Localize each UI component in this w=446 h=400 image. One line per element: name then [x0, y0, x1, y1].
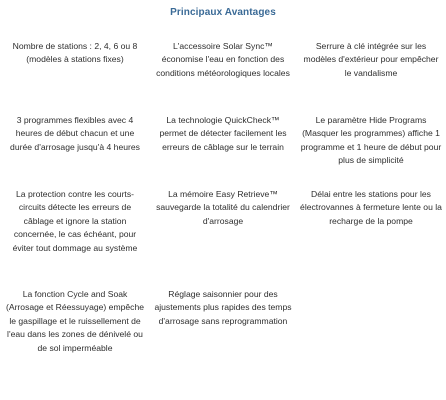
feature-item-cycle-soak — [0, 288, 150, 388]
feature-text: La protection contre les courts-circuits détecte les erreurs de câblage et ignore la station concernée, le cas échéant, pour éviter tout dommage au système — [12, 189, 138, 253]
feature-text: L'accessoire Solar Sync™ économise l'eau en fonction des conditions météorologiques locales — [156, 41, 290, 78]
feature-text: La technologie QuickCheck™ permet de détecter facilement les erreurs de câblage sur le terrain — [159, 115, 287, 152]
features-grid — [0, 40, 446, 388]
feature-item-seasonal-adjust — [150, 288, 296, 388]
feature-item-empty — [296, 288, 446, 388]
feature-item-stations — [0, 40, 150, 114]
feature-text: Serrure à clé intégrée sur les modèles d'extérieur pour empêcher le vandalisme — [303, 41, 439, 78]
feature-text: Le paramètre Hide Programs (Masquer les programmes) affiche 1 programme et 1 heure de début pour plus de simplicité — [300, 115, 442, 166]
feature-text: Délai entre les stations pour les électrovannes à fermeture lente ou la recharge de la pompe — [300, 189, 442, 226]
feature-text: La fonction Cycle and Soak (Arrosage et Réessuyage) empêche le gaspillage et le ruissellement de l'eau dans les zones de dénivelé ou de sol imperméable — [5, 289, 145, 353]
feature-item-short-circuit — [0, 188, 150, 288]
feature-item-easy-retrieve — [150, 188, 296, 288]
feature-text: La mémoire Easy Retrieve™ sauvegarde la totalité du calendrier d'arrosage — [156, 189, 290, 226]
feature-text: Réglage saisonnier pour des ajustements plus rapides des temps d'arrosage sans reprogrammation — [154, 289, 292, 326]
feature-item-station-delay — [296, 188, 446, 288]
feature-item-programs — [0, 114, 150, 188]
feature-item-solar-sync — [150, 40, 296, 114]
section-title: Principaux Avantages — [170, 7, 276, 18]
feature-text: 3 programmes flexibles avec 4 heures de début chacun et une durée d'arrosage jusqu'à 4 heures — [10, 115, 140, 152]
feature-text: Nombre de stations : 2, 4, 6 ou 8 (modèles à stations fixes) — [12, 41, 138, 65]
feature-item-hide-programs — [296, 114, 446, 188]
feature-item-quickcheck — [150, 114, 296, 188]
feature-item-lock — [296, 40, 446, 114]
